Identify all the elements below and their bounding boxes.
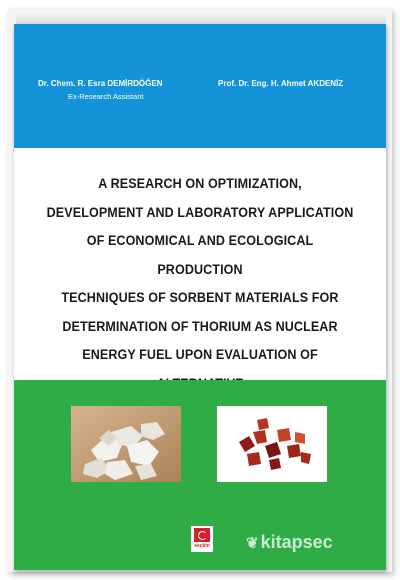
author-1-name: Dr. Chem. R. Esra DEMİRDÖĞEN — [38, 79, 163, 88]
cover-top-band — [14, 24, 386, 148]
author-1-role: Ex-Research Assistant — [68, 92, 144, 101]
cover-bottom-band — [14, 380, 386, 570]
title-line: DETERMINATION OF THORIUM AS NUCLEAR — [62, 318, 338, 334]
publisher-label: seçkin — [194, 543, 210, 549]
sorbent-pellets-photo — [71, 406, 181, 482]
publisher-logo — [191, 526, 213, 552]
store-watermark — [246, 532, 333, 553]
thorium-crystals-photo — [217, 406, 327, 482]
leaf-icon: ❦ — [246, 535, 259, 552]
book-cover — [14, 24, 386, 570]
title-area — [14, 148, 386, 380]
title-line: TECHNIQUES OF SORBENT MATERIALS FOR — [61, 290, 339, 305]
author-2-name: Prof. Dr. Eng. H. Ahmet AKDENİZ — [218, 79, 344, 88]
title-line: ENERGY FUEL UPON EVALUATION OF — [82, 347, 318, 362]
title-line: A RESEARCH ON OPTIMIZATION, — [98, 176, 302, 191]
watermark-text: kitapsec — [260, 532, 333, 552]
publisher-mark-icon — [194, 528, 210, 542]
title-line: OF ECONOMICAL AND ECOLOGICAL PRODUCTION — [86, 233, 314, 277]
title-line: DEVELOPMENT AND LABORATORY APPLICATION — [46, 204, 354, 220]
